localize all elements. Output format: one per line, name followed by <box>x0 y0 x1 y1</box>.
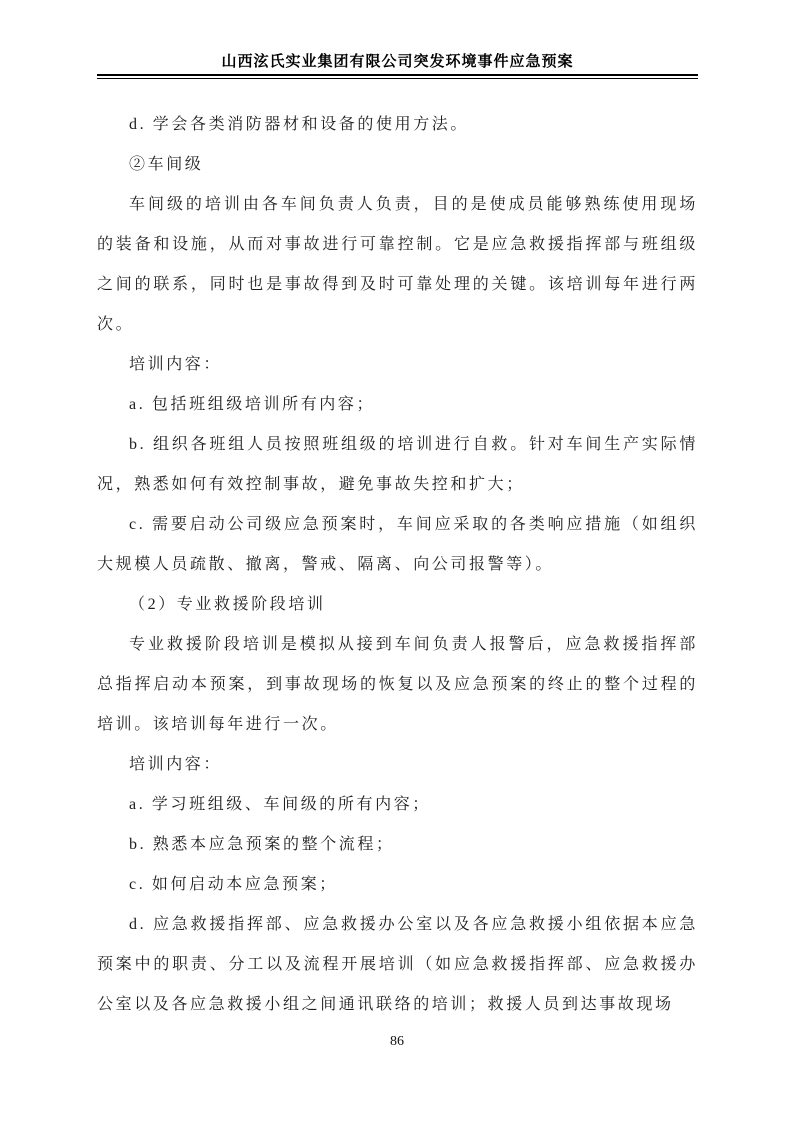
page-footer <box>0 1033 794 1051</box>
paragraph: d. 应急救援指挥部、应急救援办公室以及各应急救援小组依据本应急预案中的职责、分工以及流程开展培训（如应急救援指挥部、应急救援办公室以及各应急救援小组之间通讯联络的培训；救援人员到达事故现场 <box>97 916 698 1013</box>
paragraph: （2）专业救援阶段培训 <box>129 596 326 613</box>
document-header-title: 山西泫氏实业集团有限公司突发环境事件应急预案 <box>221 53 574 70</box>
page-number: 86 <box>390 1034 404 1049</box>
paragraph: 培训内容： <box>129 756 223 773</box>
paragraph: a. 学习班组级、车间级的所有内容； <box>129 796 431 813</box>
paragraph: d. 学会各类消防器材和设备的使用方法。 <box>129 116 470 133</box>
paragraph: 车间级的培训由各车间负责人负责，目的是使成员能够熟练使用现场的装备和设施，从而对事故进行可靠控制。它是应急救援指挥部与班组级之间的联系，同时也是事故得到及时可靠处理的关键。该培训每年进行两次。 <box>97 196 698 333</box>
document-body <box>97 105 698 1025</box>
paragraph: a. 包括班组级培训所有内容； <box>129 396 376 413</box>
paragraph: ②车间级 <box>129 156 204 173</box>
paragraph: 专业救援阶段培训是模拟从接到车间负责人报警后，应急救援指挥部总指挥启动本预案，到事故现场的恢复以及应急预案的终止的整个过程的培训。该培训每年进行一次。 <box>97 636 698 733</box>
paragraph: c. 如何启动本应急预案； <box>129 876 338 893</box>
paragraph: c. 需要启动公司级应急预案时，车间应采取的各类响应措施（如组织大规模人员疏散、撤离，警戒、隔离、向公司报警等）。 <box>97 516 698 573</box>
paragraph: 培训内容： <box>129 356 223 373</box>
paragraph: b. 组织各班组人员按照班组级的培训进行自救。针对车间生产实际情况，熟悉如何有效控制事故，避免事故失控和扩大； <box>97 436 698 493</box>
header-divider-double-rule <box>97 74 698 79</box>
page-header <box>97 52 698 79</box>
paragraph: b. 熟悉本应急预案的整个流程； <box>129 836 395 853</box>
